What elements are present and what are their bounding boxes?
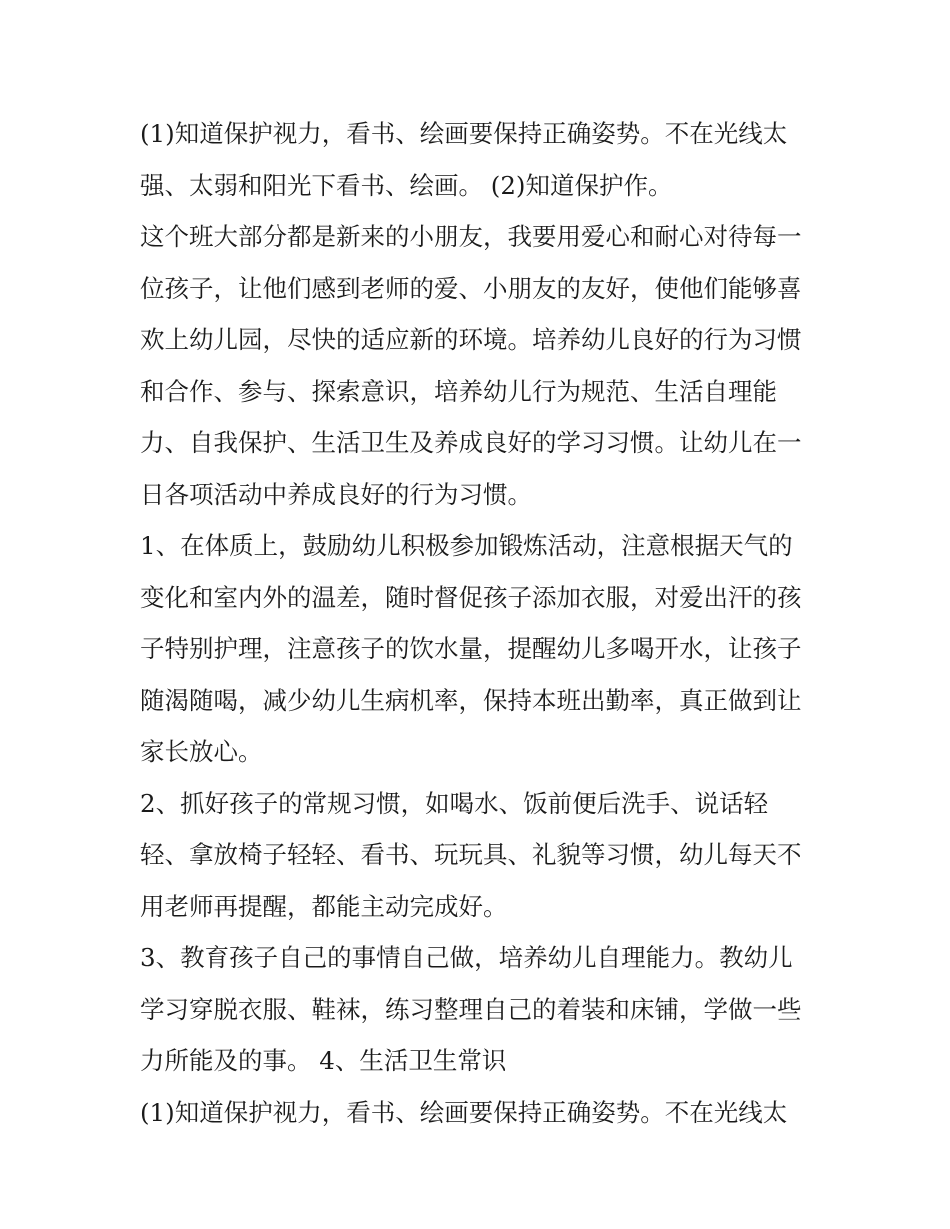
- text-line: 1、在体质上，鼓励幼儿积极参加锻炼活动，注意根据天气的: [140, 531, 793, 560]
- document-body: [140, 108, 820, 1138]
- text-line: (1)知道保护视力，看书、绘画要保持正确姿势。不在光线太: [140, 1097, 788, 1127]
- text-line: 和合作、参与、探索意识，培养幼儿行为规范、生活自理能: [140, 376, 777, 406]
- text-line: 力所能及的事。 4、生活卫生常识: [140, 1046, 507, 1075]
- text-line: 欢上幼儿园，尽快的适应新的环境。培养幼儿良好的行为习惯: [140, 325, 802, 354]
- text-line: 这个班大部分都是新来的小朋友，我要用爱心和耐心对待每一: [140, 222, 802, 251]
- text-line: 随渴随喝，减少幼儿生病机率，保持本班出勤率，真正做到让: [140, 685, 802, 715]
- text-line: 日各项活动中养成良好的行为习惯。: [140, 479, 532, 509]
- text-line: 轻、拿放椅子轻轻、看书、玩玩具、礼貌等习惯，幼儿每天不: [140, 840, 802, 869]
- text-line: (1)知道保护视力，看书、绘画要保持正确姿势。不在光线太: [140, 119, 788, 148]
- text-line: 3、教育孩子自己的事情自己做，培养幼儿自理能力。教幼儿: [140, 943, 793, 972]
- text-line: 子特别护理，注意孩子的饮水量，提醒幼儿多喝开水，让孩子: [140, 634, 802, 663]
- text-line: 2、抓好孩子的常规习惯，如喝水、饭前便后洗手、说话轻: [140, 788, 769, 818]
- text-line: 力、自我保护、生活卫生及养成良好的学习习惯。让幼儿在一: [140, 428, 802, 457]
- text-line: 强、太弱和阳光下看书、绘画。 (2)知道保护作。: [140, 170, 673, 200]
- text-line: 用老师再提醒，都能主动完成好。: [140, 891, 508, 921]
- text-line: 变化和室内外的温差，随时督促孩子添加衣服，对爱出汗的孩: [140, 582, 802, 612]
- text-line: 学习穿脱衣服、鞋袜，练习整理自己的着装和床铺，学做一些: [140, 994, 802, 1024]
- text-line: 家长放心。: [140, 737, 263, 766]
- text-line: 位孩子，让他们感到老师的爱、小朋友的友好，使他们能够喜: [140, 273, 802, 303]
